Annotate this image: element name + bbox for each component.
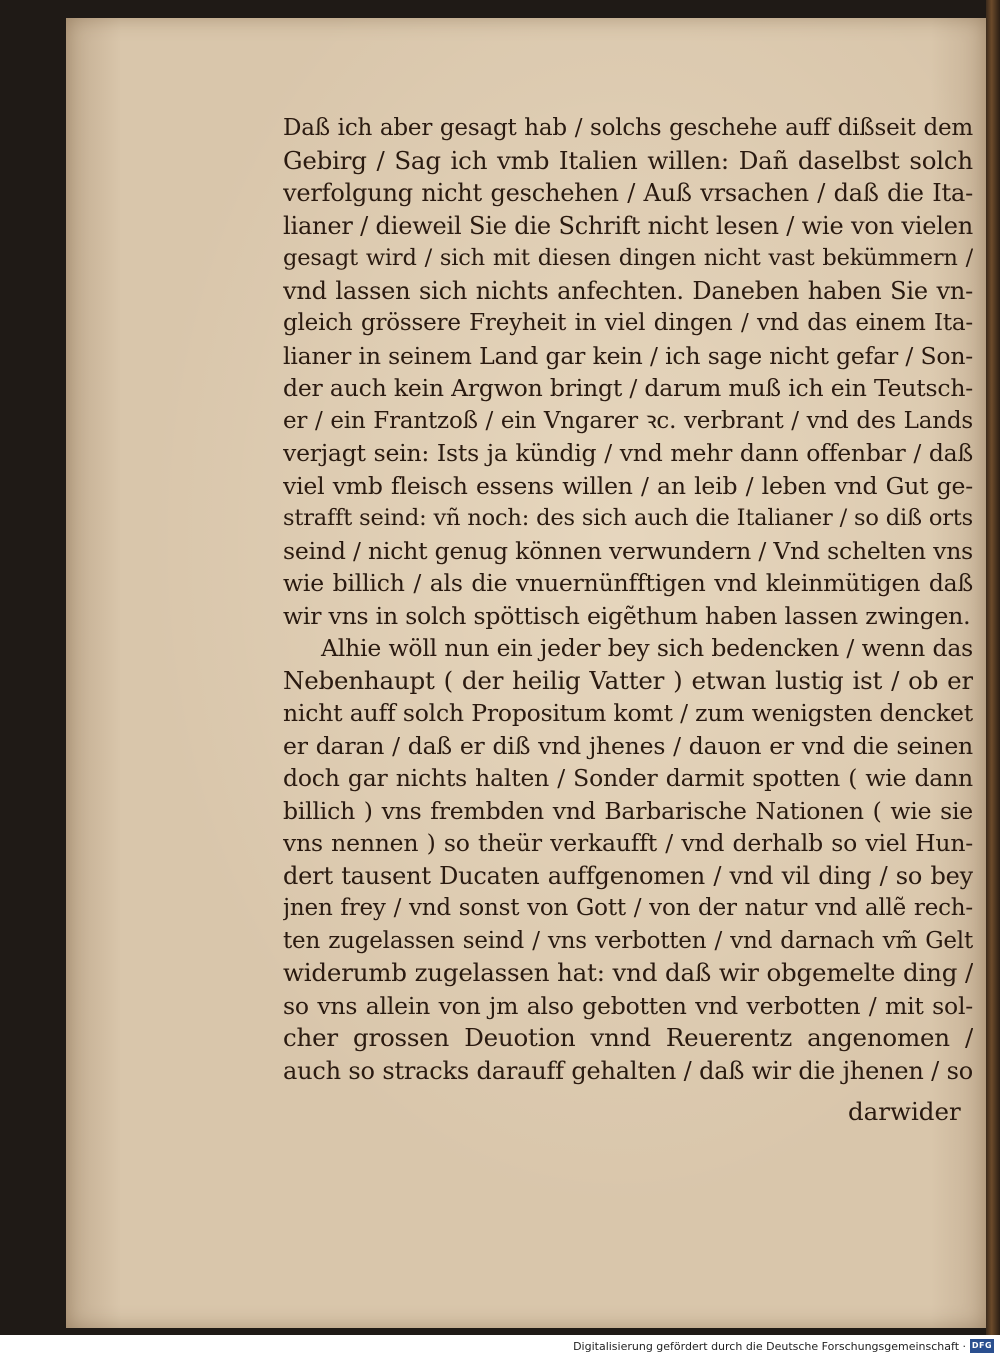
text-line: seind / nicht genug können verwundern / Vnd schelten vns (283, 536, 973, 565)
text-line: lianer in seinem Land gar kein / ich sage nicht gefar / Son- (283, 341, 973, 370)
text-line: vnd lassen sich nichts anfechten. Daneben haben Sie vn- (283, 276, 973, 305)
book-spine-edge (986, 0, 1000, 1335)
catchword: darwider (848, 1097, 961, 1126)
text-line: viel vmb fleisch essens willen / an leib / leben vnd Gut ge- (283, 471, 973, 500)
footer-bar (0, 1335, 1000, 1359)
text-line: wir vns in solch spöttisch eigẽthum haben lassen zwingen. (283, 601, 971, 630)
dfg-logo-icon: DFG (970, 1339, 994, 1353)
text-line: gesagt wird / sich mit diesen dingen nicht vast bekümmern / (283, 245, 973, 271)
text-line: billich ) vns frembden vnd Barbarische Nationen ( wie sie (283, 796, 973, 825)
text-line: vns nennen ) so theür verkaufft / vnd derhalb so viel Hun- (283, 829, 973, 857)
text-line: nicht auff solch Propositum komt / zum wenigsten dencket (283, 699, 973, 727)
text-line: auch so stracks darauff gehalten / daß wir die jhenen / so (283, 1056, 973, 1085)
text-line: Nebenhaupt ( der heilig Vatter ) etwan lustig ist / ob er (283, 665, 973, 695)
paragraph-first-line: Alhie wöll nun ein jeder bey sich bedencken / wenn das (321, 634, 973, 662)
text-line: strafft seind: vñ noch: des sich auch die Italianer / so diß orts (283, 505, 973, 531)
text-line: so vns allein von jm also gebotten vnd verbotten / mit sol- (283, 991, 973, 1020)
page-text-block (283, 112, 973, 1087)
text-line: er daran / daß er diß vnd jhenes / dauon er vnd die seinen (283, 731, 973, 760)
text-line: doch gar nichts halten / Sonder darmit spotten ( wie dann (283, 764, 973, 792)
text-line: dert tausent Ducaten auffgenomen / vnd vil ding / so bey (283, 861, 973, 890)
text-line: widerumb zugelassen hat: vnd daß wir obgemelte ding / (283, 958, 973, 987)
text-line: Daß ich aber gesagt hab / solchs geschehe auff dißseit dem (283, 115, 973, 141)
text-line: gleich grössere Freyheit in viel dingen / vnd das einem Ita- (283, 310, 973, 336)
text-line: er / ein Frantzoß / ein Vngarer ꝛc. verbrant / vnd des Lands (283, 407, 973, 434)
text-line: der auch kein Argwon bringt / darum muß ich ein Teutsch- (283, 374, 973, 402)
text-line: ten zugelassen seind / vns verbotten / vnd darnach vm̃ Gelt (283, 927, 973, 954)
funding-credit: Digitalisierung gefördert durch die Deutsche Forschungsgemeinschaft · (573, 1340, 966, 1353)
text-line: lianer / dieweil Sie die Schrift nicht lesen / wie von vielen (283, 211, 973, 240)
text-line: jnen frey / vnd sonst von Gott / von der natur vnd allẽ rech- (283, 895, 973, 921)
text-line: verjagt sein: Ists ja kündig / vnd mehr dann offenbar / daß (283, 439, 973, 467)
text-line: wie billich / als die vnuernünfftigen vnd kleinmütigen daß (283, 569, 973, 597)
text-line: Gebirg / Sag ich vmb Italien willen: Dañ daselbst solch (283, 145, 973, 175)
text-line: verfolgung nicht geschehen / Auß vrsachen / daß die Ita- (283, 179, 973, 207)
text-line: cher grossen Deuotion vnnd Reuerentz angenomen / (283, 1023, 973, 1052)
